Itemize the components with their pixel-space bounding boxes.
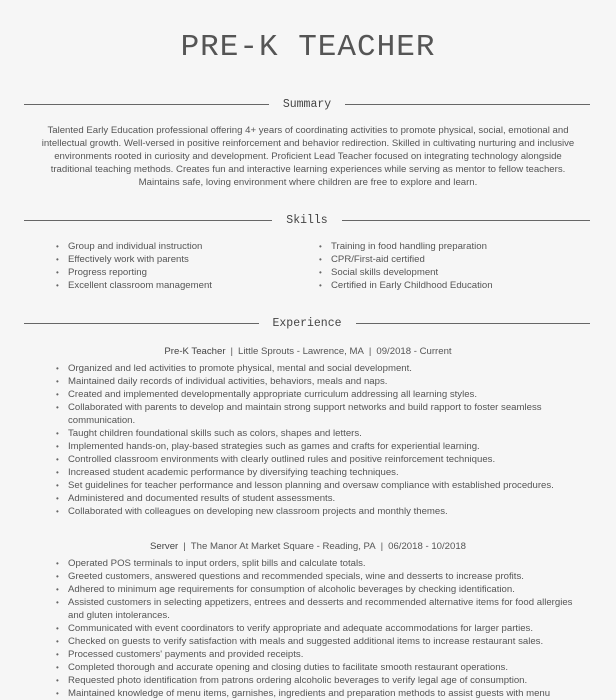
divider [24,323,259,324]
job-dates: 06/2018 - 10/2018 [388,541,466,552]
divider [345,104,590,105]
job-bullet: • Increased student academic performance by diversifying teaching techniques. [56,466,586,479]
divider [342,220,590,221]
skill-item: • CPR/First-aid certified [319,253,559,266]
job-bullet: • Operated POS terminals to input orders, split bills and calculate totals. [56,557,586,570]
skill-item: • Certified in Early Childhood Education [319,279,559,292]
section-heading: Experience [272,316,342,330]
skills-list-left [56,240,296,292]
skill-item: • Progress reporting [56,266,296,279]
job-bullet: • Completed thorough and accurate opening and closing duties to facilitate smooth restaurant operations. [56,661,586,674]
job-employer: Little Sprouts - Lawrence, MA [238,346,364,357]
skills-section-header [24,213,590,227]
job-bullet: • Communicated with event coordinators to verify appropriate and adequate accommodations for larger parties. [56,622,586,635]
job-bullet: • Collaborated with parents to develop and maintain strong support networks and build rapport to foster seamless communication. [56,401,586,427]
job-bullet: • Maintained daily records of individual activities, behaviors, meals and naps. [56,375,586,388]
job-bullet: • Controlled classroom environments with clearly outlined rules and positive reinforcement techniques. [56,453,586,466]
job-header: Server | The Manor At Market Square - Reading, PA | 06/2018 - 10/2018 [149,541,466,552]
skill-item: • Group and individual instruction [56,240,296,253]
divider [24,220,272,221]
job-bullet: • Set guidelines for teacher performance and lesson planning and oversaw compliance with established procedures. [56,479,586,492]
job-bullets [56,362,586,518]
skills-list-right [319,240,559,292]
skill-item: • Social skills development [319,266,559,279]
job-bullet: • Maintained knowledge of menu items, garnishes, ingredients and preparation methods to assist guests with menu [56,687,586,700]
job-role: Pre-K Teacher [164,346,226,357]
job-bullet: • Adhered to minimum age requirements for consumption of alcoholic beverages by checking identification. [56,583,586,596]
divider [356,323,591,324]
job-bullet: • Requested photo identification from patrons ordering alcoholic beverages to verify legal age of consumption. [56,674,586,687]
section-heading: Summary [282,97,332,111]
job-bullets [56,557,586,700]
job-bullet: • Processed customers' payments and provided receipts. [56,648,586,661]
summary-text: Talented Early Education professional offering 4+ years of coordinating activities to promote physical, social, emotional and intellectual growth. Well-versed in positive reinforcement and behavior redirection. Skilled in cultivating nurturing and inclusive environments rooted in curiosity and development. Proficient Lead Teacher focused on integrating technology alongside traditional teaching methods. Creates fun and interactive learning experiences while serving as mentor to fellow teachers. Maintains safe, loving environment where children are free to explore and learn. [41,125,575,188]
job-bullet: • Greeted customers, answered questions and recommended specials, wine and desserts to increase profits. [56,570,586,583]
job-bullet: • Checked on guests to verify satisfaction with meals and suggested additional items to increase restaurant sales. [56,635,586,648]
job-bullet: • Administered and documented results of student assessments. [56,492,586,505]
job-bullet: • Assisted customers in selecting appetizers, entrees and desserts and recommended alternative items for food allergies and gluten intolerances. [56,596,586,622]
skill-item: • Excellent classroom management [56,279,296,292]
job-role: Server [149,541,179,552]
job-dates: 09/2018 - Current [376,346,452,357]
section-heading: Skills [286,213,328,227]
job-bullet: • Implemented hands-on, play-based strategies such as games and crafts for experiential learning. [56,440,586,453]
job-bullet: • Taught children foundational skills such as colors, shapes and letters. [56,427,586,440]
experience-section-header [24,316,590,330]
resume-title: PRE-K TEACHER [180,30,436,65]
skill-item: • Training in food handling preparation [319,240,559,253]
job-bullet: • Created and implemented developmentally appropriate curriculum addressing all learning styles. [56,388,586,401]
job-employer: The Manor At Market Square - Reading, PA [190,541,376,552]
skill-item: • Effectively work with parents [56,253,296,266]
divider [24,104,269,105]
job-bullet: • Collaborated with colleagues on developing new classroom projects and monthly themes. [56,505,586,518]
job-bullet: • Organized and led activities to promote physical, mental and social development. [56,362,586,375]
job-header: Pre-K Teacher | Little Sprouts - Lawrence, MA | 09/2018 - Current [164,346,452,357]
summary-section-header [24,97,590,111]
